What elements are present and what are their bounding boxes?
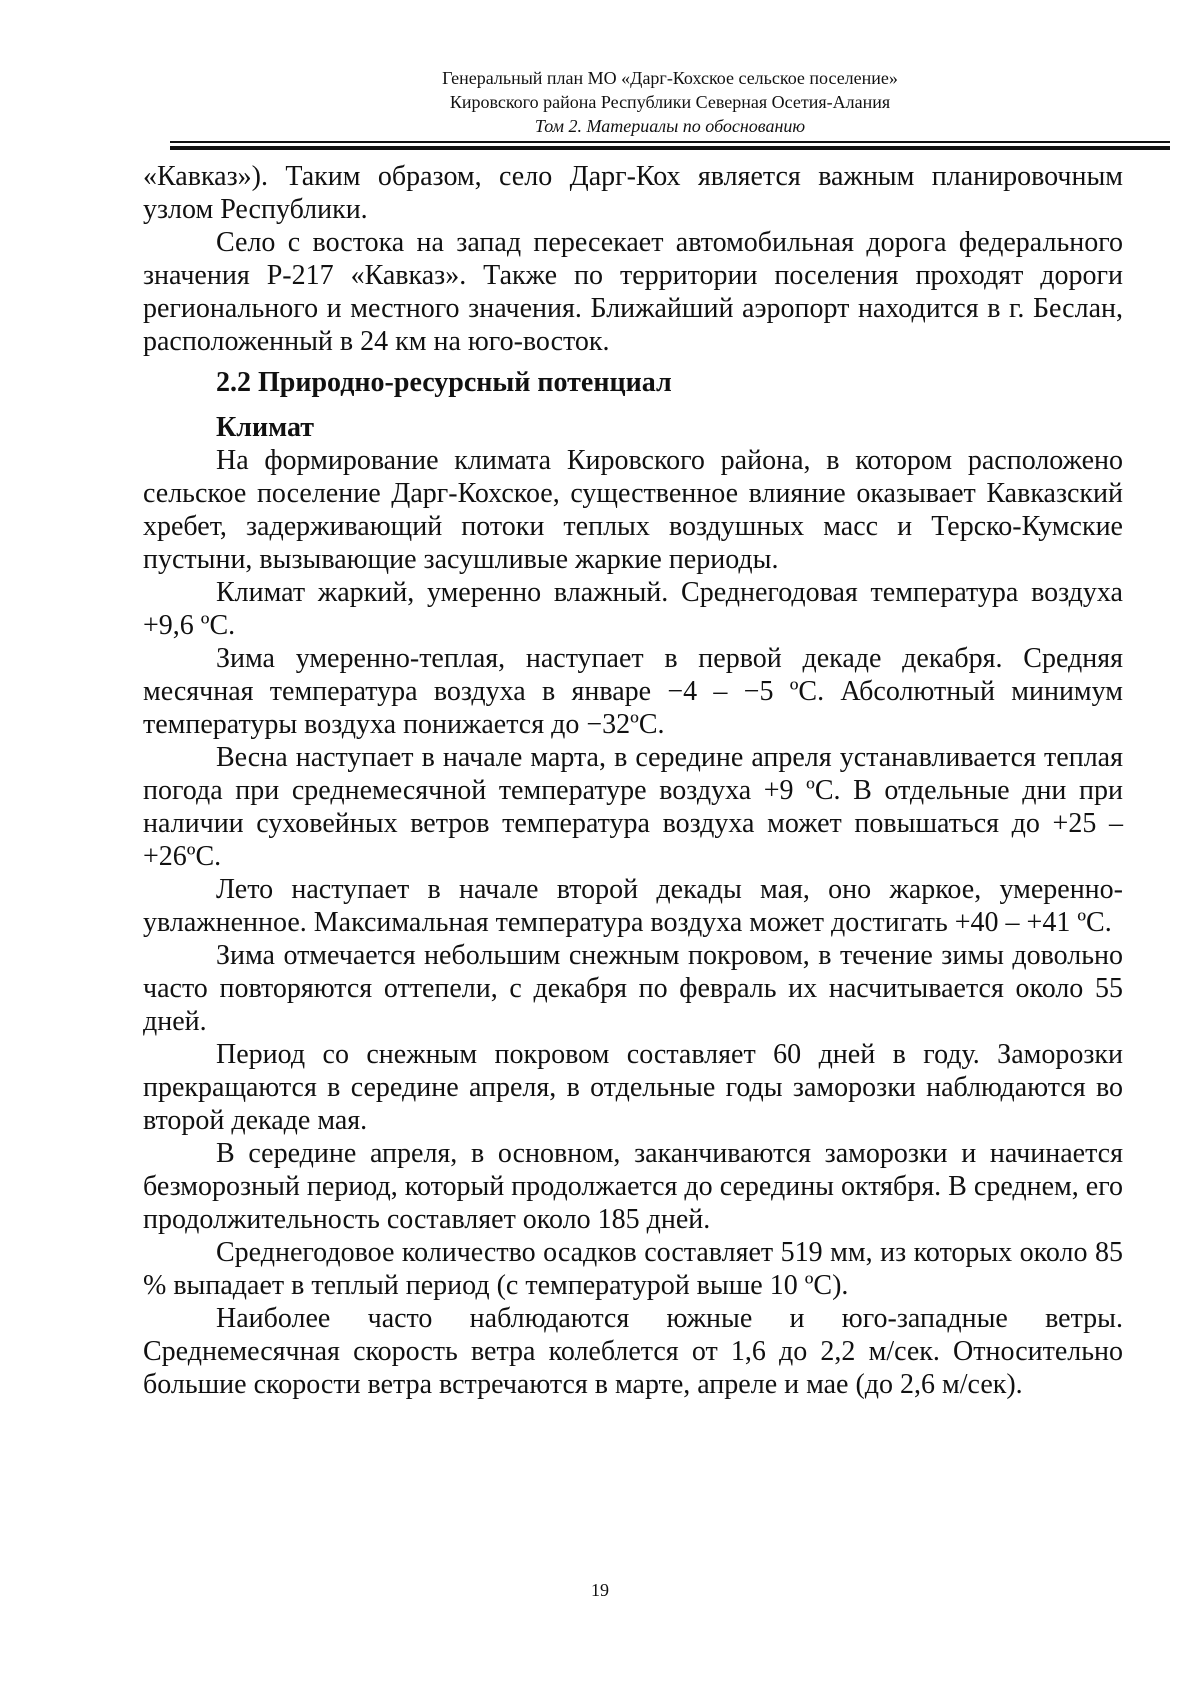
section-heading: 2.2 Природно-ресурсный потенциал bbox=[216, 367, 672, 398]
paragraph-climate-summary: Климат жаркий, умеренно влажный. Среднегодовая температура воздуха +9,6 ºС. bbox=[143, 577, 1123, 641]
subsection-heading: Климат bbox=[216, 412, 315, 443]
header-title-line-1: Генеральный план МО «Дарг-Кохское сельское поселение» bbox=[442, 68, 898, 88]
page-number: 19 bbox=[591, 1580, 609, 1600]
paragraph-spring: Весна наступает в начале марта, в середине апреля устанавливается теплая погода при среднемесячной температуре воздуха +9 ºС. В отдельные дни при наличии суховейных ветров температура воздуха может повышаться до +25 – +26ºС. bbox=[143, 742, 1123, 872]
header-rule-thick bbox=[170, 146, 1170, 150]
paragraph-winds: Наиболее часто наблюдаются южные и юго-западные ветры. Среднемесячная скорость ветра колеблется от 1,6 до 2,2 м/сек. Относительно большие скорости ветра встречаются в марте, апреле и мае (до 2,6 м/сек). bbox=[143, 1303, 1123, 1400]
page-header bbox=[170, 66, 1170, 138]
paragraph-frost-free: В середине апреля, в основном, заканчиваются заморозки и начинается безморозный период, который продолжается до середины октября. В среднем, его продолжительность составляет около 185 дней. bbox=[143, 1138, 1123, 1235]
header-volume-line: Том 2. Материалы по обоснованию bbox=[534, 116, 806, 136]
paragraph-snow-cover: Зима отмечается небольшим снежным покровом, в течение зимы довольно часто повторяются оттепели, с декабря по февраль их насчитывается около 55 дней. bbox=[143, 940, 1123, 1037]
header-title-line-2: Кировского района Республики Северная Осетия-Алания bbox=[449, 92, 891, 112]
paragraph-climate-formation: На формирование климата Кировского района, в котором расположено сельское поселение Дарг-Кохское, существенное влияние оказывает Кавказский хребет, задерживающий потоки теплых воздушных масс и Терско-Кумские пустыни, вызывающие засушливые жаркие периоды. bbox=[143, 445, 1123, 575]
paragraph-winter: Зима умеренно-теплая, наступает в первой декаде декабря. Средняя месячная температура воздуха в январе −4 – −5 ºС. Абсолютный минимум температуры воздуха понижается до −32ºС. bbox=[143, 643, 1123, 740]
header-rule-thin bbox=[170, 141, 1170, 143]
paragraph-snow-period: Период со снежным покровом составляет 60 дней в году. Заморозки прекращаются в середине апреля, в отдельные годы заморозки наблюдаются во второй декаде мая. bbox=[143, 1039, 1123, 1136]
paragraph-summer: Лето наступает в начале второй декады мая, оно жаркое, умеренно-увлажненное. Максимальная температура воздуха может достигать +40 – +41 ºС. bbox=[143, 874, 1123, 938]
paragraph-roads: Село с востока на запад пересекает автомобильная дорога федерального значения Р-217 «Кавказ». Также по территории поселения проходят дороги регионального и местного значения. Ближайший аэропорт находится в г. Беслан, расположенный в 24 км на юго-восток. bbox=[143, 227, 1123, 357]
paragraph-intro-continuation: «Кавказ»). Таким образом, село Дарг-Кох является важным планировочным узлом Республики. bbox=[143, 161, 1123, 225]
paragraph-precipitation: Среднегодовое количество осадков составляет 519 мм, из которых около 85 % выпадает в теплый период (с температурой выше 10 ºС). bbox=[143, 1237, 1123, 1301]
page-body bbox=[143, 160, 1123, 1401]
